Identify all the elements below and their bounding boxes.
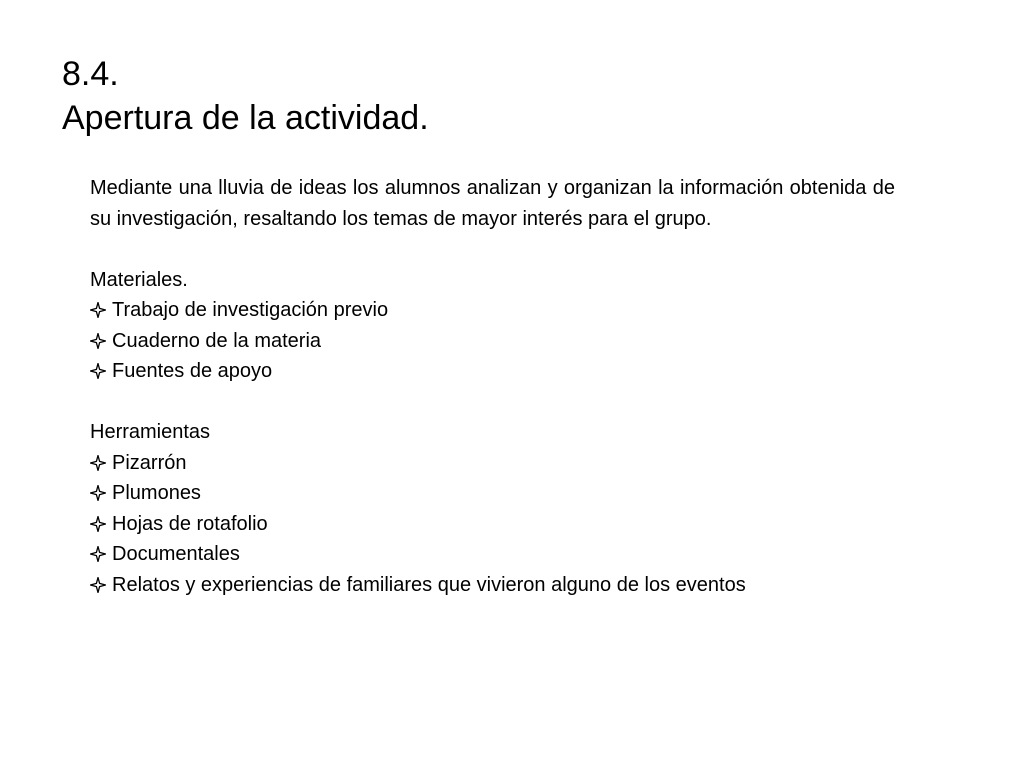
- diamond-bullet-icon: [88, 483, 108, 503]
- diamond-bullet-icon: [88, 300, 108, 320]
- diamond-bullet-icon: [88, 453, 108, 473]
- diamond-bullet-icon: [88, 544, 108, 564]
- title-number: 8.4.: [62, 55, 119, 93]
- intro-paragraph: Mediante una lluvia de ideas los alumnos analizan y organizan la información obtenida de su investigación, resaltando los temas de mayor interés para el grupo.: [90, 177, 895, 230]
- list-item: [90, 326, 895, 357]
- list-item-label: Pizarrón: [112, 451, 187, 474]
- list-item-label: Cuaderno de la materia: [112, 329, 322, 352]
- materials-list: [90, 295, 895, 387]
- diamond-bullet-icon: [88, 331, 108, 351]
- list-item-label: Plumones: [112, 482, 201, 504]
- spacer: [90, 387, 895, 418]
- list-item: [90, 356, 895, 387]
- list-item: [90, 295, 895, 326]
- materials-heading: Materiales.: [90, 268, 188, 291]
- list-item-label: Trabajo de investigación previo: [112, 299, 389, 321]
- list-item: [90, 539, 895, 570]
- list-item-label: Relatos y experiencias de familiares que vivieron alguno de los eventos: [112, 573, 746, 596]
- slide-body: [90, 173, 895, 600]
- title-text: Apertura de la actividad.: [62, 99, 429, 137]
- diamond-bullet-icon: [88, 575, 108, 595]
- slide-title: [62, 52, 962, 140]
- diamond-bullet-icon: [88, 361, 108, 381]
- list-item-label: Fuentes de apoyo: [112, 360, 273, 382]
- diamond-bullet-icon: [88, 514, 108, 534]
- list-item: [90, 448, 895, 479]
- list-item-label: Hojas de rotafolio: [112, 512, 268, 535]
- list-item-label: Documentales: [112, 543, 240, 565]
- list-item: [90, 570, 895, 601]
- spacer: [90, 234, 895, 265]
- tools-list: [90, 448, 895, 601]
- tools-heading: Herramientas: [90, 421, 211, 443]
- list-item: [90, 478, 895, 509]
- list-item: [90, 509, 895, 540]
